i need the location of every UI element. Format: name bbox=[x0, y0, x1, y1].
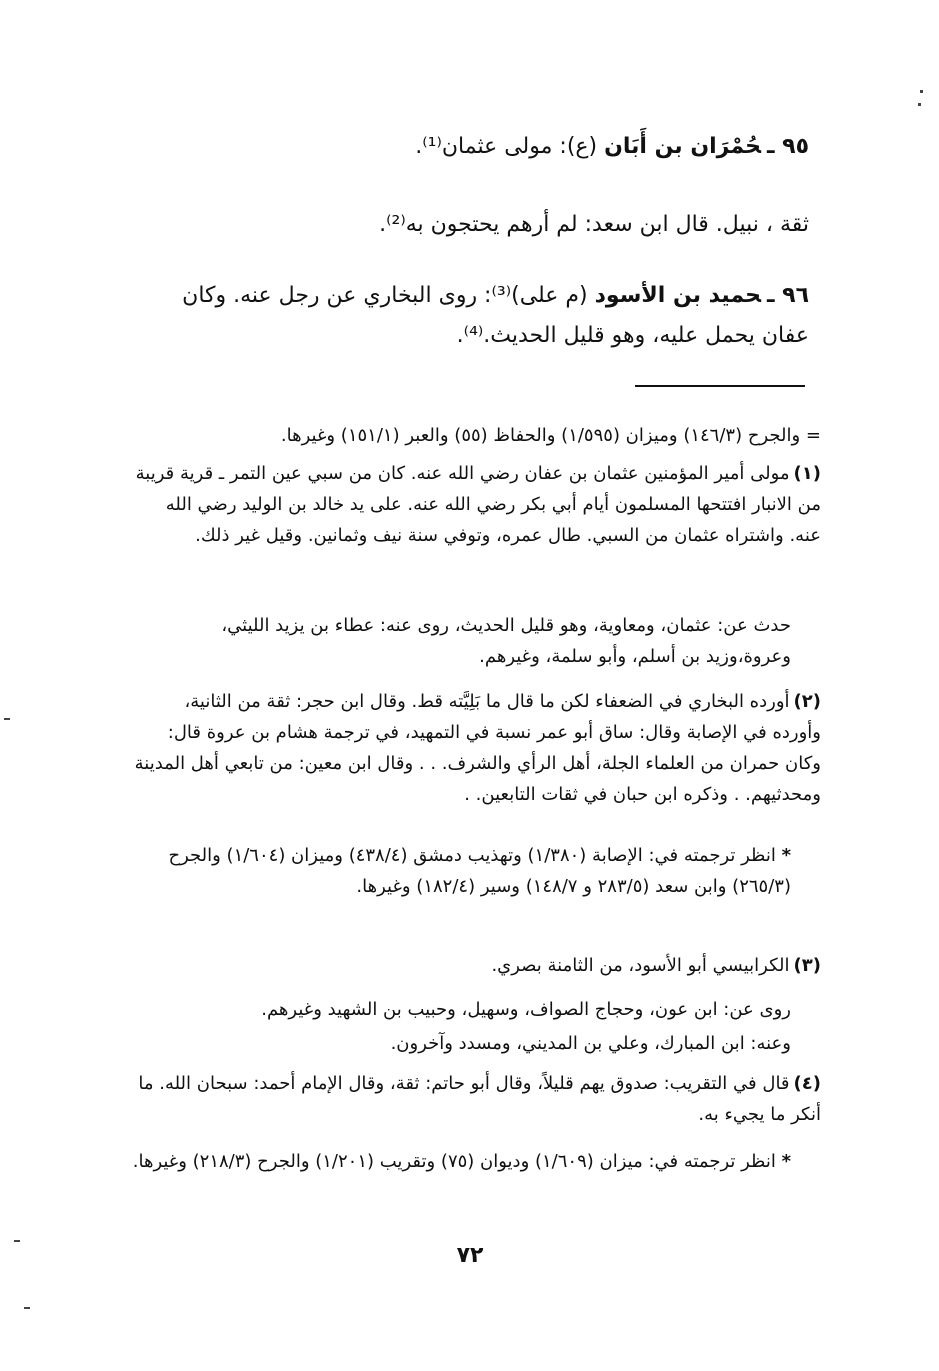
footnote-2-references bbox=[131, 840, 791, 902]
footnote-1-continuation: حدث عن: عثمان، ومعاوية، وهو قليل الحديث، روى عنه: عطاء بن يزيد الليثي، وعروة،وزيد بن أسلم، وأبو سلمة، وغيرهم. bbox=[221, 615, 791, 667]
footnote-2 bbox=[131, 686, 821, 810]
footnote-2-label: (٢) bbox=[793, 691, 821, 712]
footnote-1 bbox=[131, 458, 821, 551]
footnote-4 bbox=[131, 1068, 821, 1130]
footnote-separator bbox=[635, 385, 805, 387]
footnote-4-references bbox=[131, 1146, 791, 1177]
scan-mark bbox=[14, 1240, 20, 1242]
footnote-4-label: (٤) bbox=[793, 1073, 821, 1094]
entry-95-number: ٩٥ ـ bbox=[766, 134, 809, 159]
footnote-1-text: مولى أمير المؤمنين عثمان بن عفان رضي الله عنه. كان من سبي عين التمر ـ قرية قريبة من الانبار افتتحها المسلمون أيام أبي بكر رضي الله عنه. على يد خالد بن الوليد رضي الله عنه. واشتراه عثمان من السبي. طال عمره، وتوفي سنة نيف وثمانين. وقيل غير ذلك. bbox=[135, 463, 821, 546]
entry-95-name: حُمْرَان بن أَبَان bbox=[604, 134, 761, 159]
scan-mark bbox=[4, 718, 10, 720]
scan-mark bbox=[918, 103, 921, 106]
footnote-2-star: * bbox=[781, 845, 791, 866]
entry-96-rest: (م على)⁽³⁾: روى البخاري عن رجل عنه. وكان عفان يحمل عليه، وهو قليل الحديث.⁽⁴⁾. bbox=[182, 283, 809, 348]
scan-mark bbox=[24, 1307, 30, 1309]
footnote-1-label: (١) bbox=[793, 463, 821, 484]
entry-96-name: حميد بن الأسود bbox=[594, 283, 761, 308]
page-number: ٧٢ bbox=[456, 1243, 484, 1268]
footnote-4-text: قال في التقريب: صدوق يهم قليلاً، وقال أبو حاتم: ثقة، وقال الإمام أحمد: سبحان الله. ما أنكر ما يجيء به. bbox=[138, 1073, 821, 1125]
footnote-3-label: (٣) bbox=[793, 955, 821, 976]
entry-96-paragraph bbox=[129, 276, 809, 356]
footnote-3-narrators: وعنه: ابن المبارك، وعلي بن المديني، ومسدد وآخرون. bbox=[390, 1033, 791, 1054]
footnote-4-references-text: انظر ترجمته في: ميزان (١/٦٠٩) وديوان (٧٥) وتقريب (١/٢٠١) والجرح (٢١٨/٣) وغيرها. bbox=[132, 1151, 776, 1172]
footnote-3-narrated-from: روى عن: ابن عون، وحجاج الصواف، وسهيل، وحبيب بن الشهيد وغيرهم. bbox=[261, 999, 791, 1020]
footnote-4-star: * bbox=[781, 1151, 791, 1172]
footnote-2-references-text: انظر ترجمته في: الإصابة (١/٣٨٠) وتهذيب دمشق (٤٣٨/٤) وميزان (١/٦٠٤) والجرح (٢٦٥/٣) وابن سعد (٢٨٣/٥ و ١٤٨/٧) وسير (١٨٢/٤) وغيرها. bbox=[168, 845, 791, 897]
footnote-carryover: = والجرح (١٤٦/٣) وميزان (١/٥٩٥) والحفاظ (٥٥) والعبر (١٥١/١) وغيرها. bbox=[280, 425, 821, 446]
footnote-3-text: الكرابيسي أبو الأسود، من الثامنة بصري. bbox=[491, 955, 790, 976]
entry-96-number: ٩٦ ـ bbox=[766, 283, 809, 308]
scan-mark bbox=[920, 90, 923, 93]
entry-95-heading bbox=[129, 128, 809, 166]
entry-95-description: ثقة ، نبيل. قال ابن سعد: لم أرهم يحتجون به⁽²⁾. bbox=[379, 212, 809, 237]
footnote-3 bbox=[131, 950, 821, 981]
footnote-2-text: أورده البخاري في الضعفاء لكن ما قال ما بَلِيَّته قط. وقال ابن حجر: ثقة من الثانية، وأورده في الإصابة وقال: ساق أبو عمر نسبة في التمهيد، في ترجمة هشام بن عروة قال: وكان حمران من العلماء الجلة، أهل الرأي والشرف. . . وقال ابن معين: من تابعي أهل المدينة ومحدثيهم. . وذكره ابن حبان في ثقات التابعين. . bbox=[134, 691, 821, 805]
entry-95-rest: (ع): مولى عثمان⁽¹⁾. bbox=[415, 134, 598, 159]
